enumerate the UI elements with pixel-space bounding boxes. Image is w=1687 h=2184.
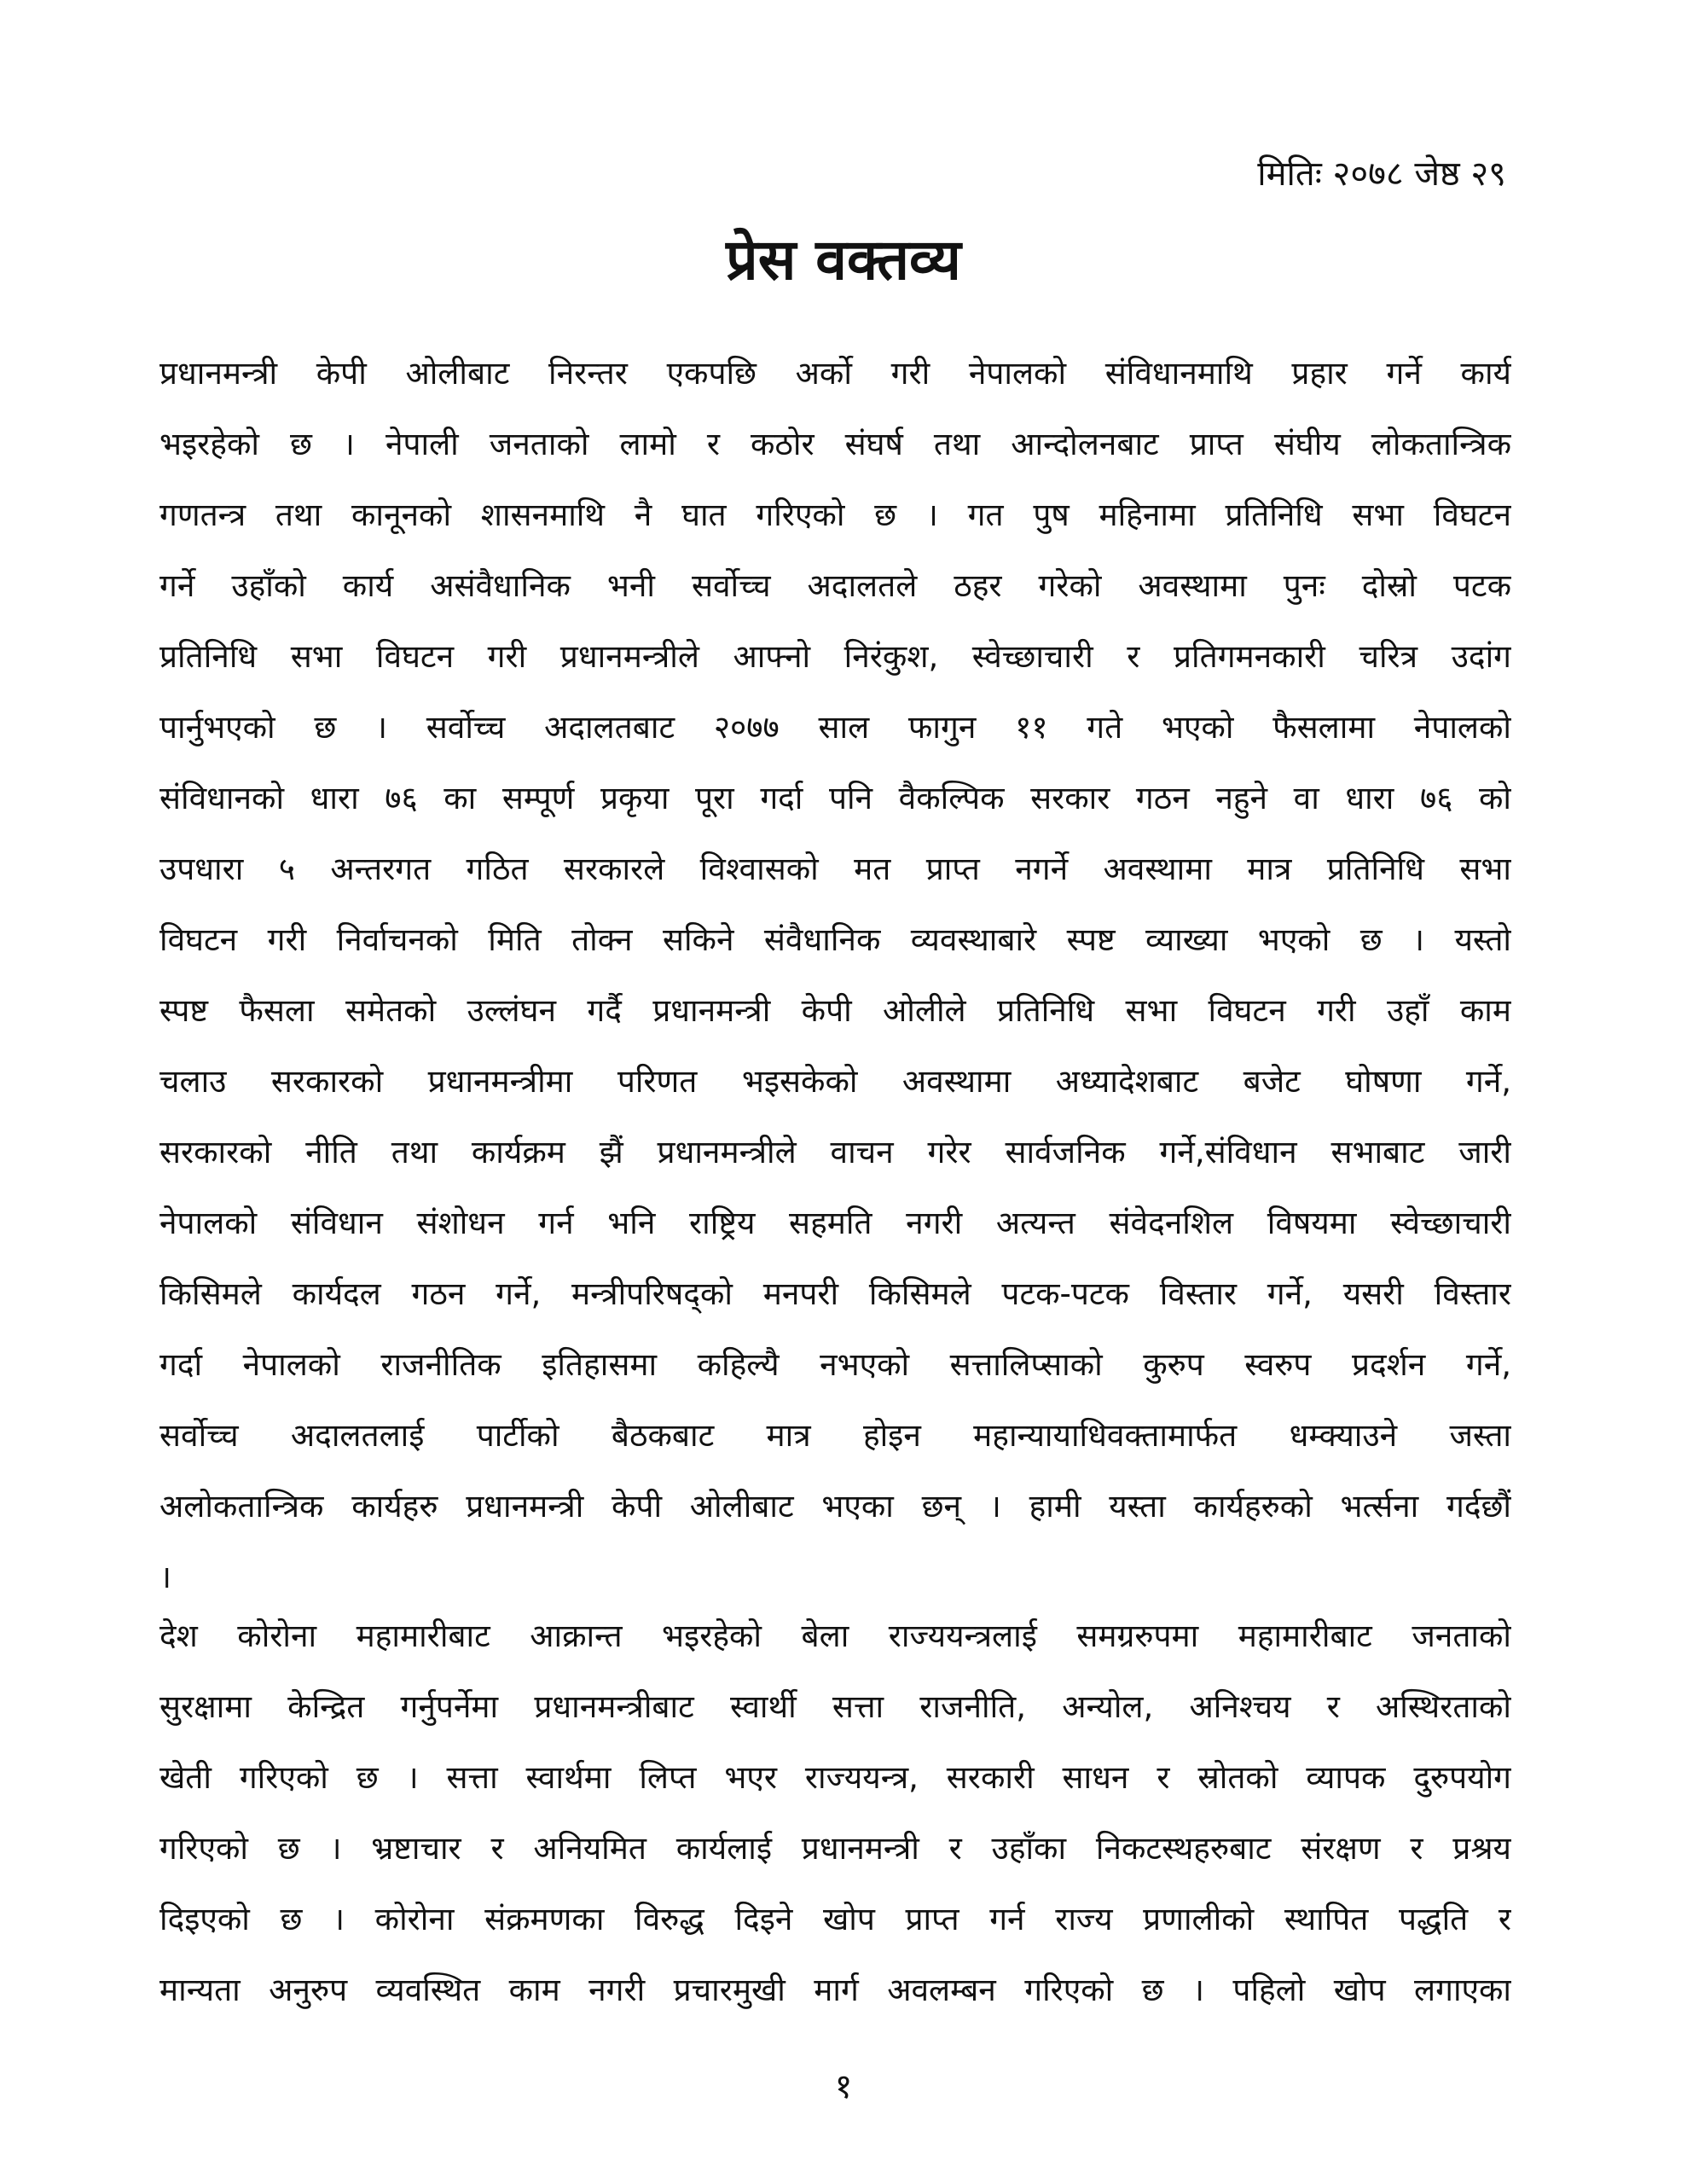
paragraph-line: दिइएको छ । कोरोना संक्रमणका विरुद्ध दिइने खोप प्राप्त गर्न राज्य प्रणालीको स्थापित पद्धति र — [159, 1901, 1511, 1937]
paragraph-line: सर्वोच्च अदालतलाई पार्टीको बैठकबाट मात्र होइन महान्यायाधिवक्तामार्फत धम्क्याउने जस्ता — [159, 1417, 1511, 1454]
page-title: प्रेस वक्तव्य — [726, 227, 961, 293]
paragraph-line: देश कोरोना महामारीबाट आक्रान्त भइरहेको बेला राज्ययन्त्रलाई समग्ररुपमा महामारीबाट जनताको — [159, 1618, 1511, 1654]
paragraph-line: चलाउ सरकारको प्रधानमन्त्रीमा परिणत भइसकेको अवस्थामा अध्यादेशबाट बजेट घोषणा गर्ने, — [159, 1063, 1511, 1100]
page-number: १ — [834, 2067, 853, 2106]
paragraph-line: नेपालको संविधान संशोधन गर्न भनि राष्ट्रिय सहमति नगरी अत्यन्त संवेदनशिल विषयमा स्वेच्छाचारी — [159, 1205, 1511, 1241]
paragraph-line: गणतन्त्र तथा कानूनको शासनमाथि नै घात गरिएको छ । गत पुष महिनामा प्रतिनिधि सभा विघटन — [159, 497, 1511, 533]
paragraph-line: खेती गरिएको छ । सत्ता स्वार्थमा लिप्त भएर राज्ययन्त्र, सरकारी साधन र स्रोतको व्यापक दुरुपयोग — [159, 1759, 1511, 1796]
paragraph-line: सरकारको नीति तथा कार्यक्रम झैं प्रधानमन्त्रीले वाचन गरेर सार्वजनिक गर्ने,संविधान सभाबाट जारी — [159, 1134, 1511, 1170]
paragraph-line: । — [159, 1559, 172, 1595]
paragraph-line: पार्नुभएको छ । सर्वोच्च अदालतबाट २०७७ साल फागुन ११ गते भएको फैसलामा नेपालको — [159, 709, 1511, 746]
paragraph-line: विघटन गरी निर्वाचनको मिति तोक्न सकिने संवैधानिक व्यवस्थाबारे स्पष्ट व्याख्या भएको छ । यस्तो — [159, 921, 1511, 958]
paragraph-line: उपधारा ५ अन्तरगत गठित सरकारले विश्वासको मत प्राप्त नगर्ने अवस्थामा मात्र प्रतिनिधि सभा — [159, 851, 1511, 887]
paragraph-line: अलोकतान्त्रिक कार्यहरु प्रधानमन्त्री केपी ओलीबाट भएका छन् । हामी यस्ता कार्यहरुको भर्त्सना गर्दछौं — [159, 1488, 1511, 1525]
paragraph-1 — [159, 338, 1511, 1612]
paragraph-2 — [159, 1600, 1511, 2025]
paragraph-line: मान्यता अनुरुप व्यवस्थित काम नगरी प्रचारमुखी मार्ग अवलम्बन गरिएको छ । पहिलो खोप लगाएका — [159, 1972, 1511, 2008]
date-label: मितिः २०७८ जेष्ठ २९ — [1257, 154, 1506, 194]
paragraph-line: प्रधानमन्त्री केपी ओलीबाट निरन्तर एकपछि अर्को गरी नेपालको संविधानमाथि प्रहार गर्ने कार्य — [159, 355, 1511, 392]
paragraph-line: स्पष्ट फैसला समेतको उल्लंघन गर्दै प्रधानमन्त्री केपी ओलीले प्रतिनिधि सभा विघटन गरी उहाँ काम — [159, 992, 1511, 1029]
paragraph-line: किसिमले कार्यदल गठन गर्ने, मन्त्रीपरिषद्को मनपरी किसिमले पटक-पटक विस्तार गर्ने, यसरी विस्तार — [159, 1275, 1511, 1312]
paragraph-line: गरिएको छ । भ्रष्टाचार र अनियमित कार्यलाई प्रधानमन्त्री र उहाँका निकटस्थहरुबाट संरक्षण र प्रश्रय — [159, 1830, 1511, 1867]
paragraph-line: गर्दा नेपालको राजनीतिक इतिहासमा कहिल्यै नभएको सत्तालिप्साको कुरुप स्वरुप प्रदर्शन गर्ने, — [159, 1346, 1511, 1383]
paragraph-line: संविधानको धारा ७६ का सम्पूर्ण प्रकृया पूरा गर्दा पनि वैकल्पिक सरकार गठन नहुने वा धारा ७६ को — [159, 780, 1511, 816]
paragraph-line: सुरक्षामा केन्द्रित गर्नुपर्नेमा प्रधानमन्त्रीबाट स्वार्थी सत्ता राजनीति, अन्योल, अनिश्चय र अस्थिरताको — [159, 1688, 1511, 1725]
paragraph-line: प्रतिनिधि सभा विघटन गरी प्रधानमन्त्रीले आफ्नो निरंकुश, स्वेच्छाचारी र प्रतिगमनकारी चरित्र उदांग — [159, 638, 1511, 675]
paragraph-line: गर्ने उहाँको कार्य असंवैधानिक भनी सर्वोच्च अदालतले ठहर गरेको अवस्थामा पुनः दोस्रो पटक — [159, 567, 1511, 604]
paragraph-line: भइरहेको छ । नेपाली जनताको लामो र कठोर संघर्ष तथा आन्दोलनबाट प्राप्त संघीय लोकतान्त्रिक — [159, 426, 1511, 462]
